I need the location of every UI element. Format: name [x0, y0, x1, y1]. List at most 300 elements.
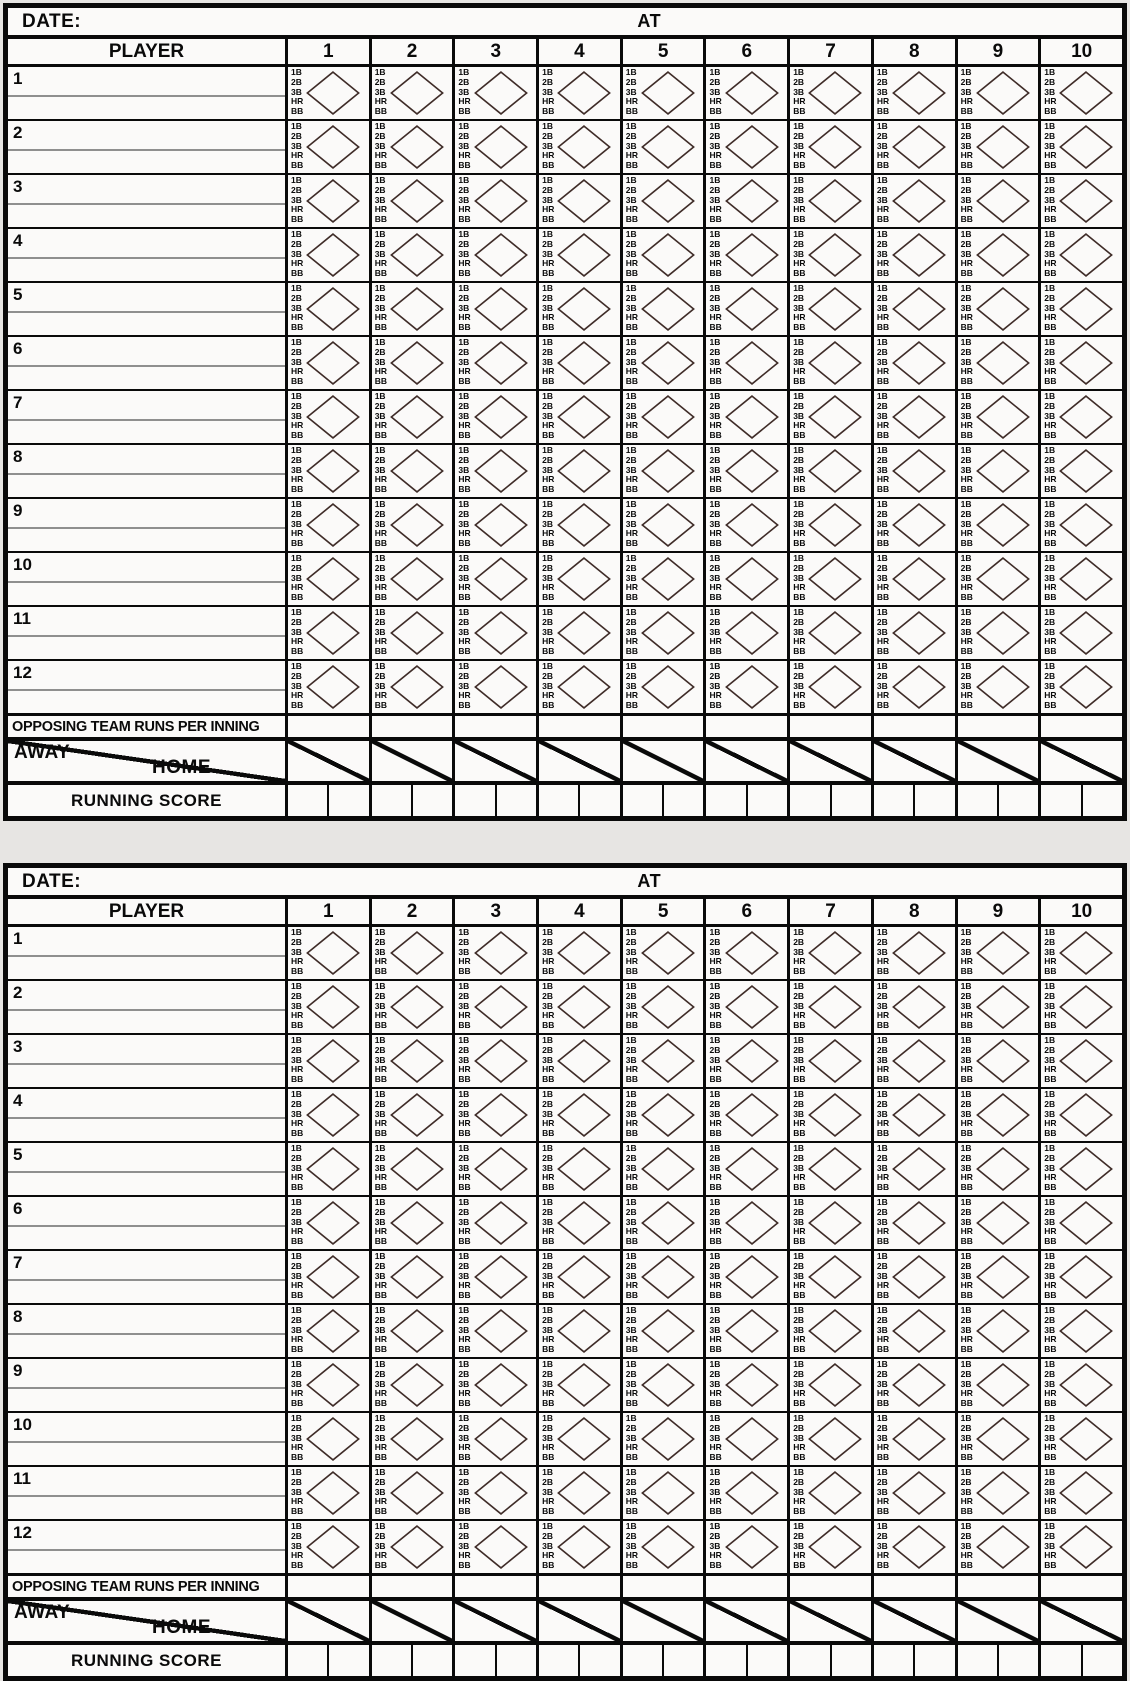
running-score-half[interactable]: [329, 785, 368, 816]
scoring-cell[interactable]: [452, 927, 536, 979]
scoring-cell[interactable]: [369, 391, 453, 443]
player-name-field[interactable]: [8, 1495, 285, 1497]
scoring-cell[interactable]: [369, 337, 453, 389]
running-score-half[interactable]: [623, 1645, 664, 1676]
running-score-half[interactable]: [539, 1645, 580, 1676]
scoring-cell[interactable]: [620, 607, 704, 659]
scoring-cell[interactable]: [452, 1035, 536, 1087]
scoring-cell[interactable]: [536, 1359, 620, 1411]
away-home-score-cell[interactable]: [369, 741, 453, 781]
running-score-half[interactable]: [1083, 785, 1122, 816]
running-score-half[interactable]: [874, 785, 915, 816]
scoring-cell[interactable]: [369, 499, 453, 551]
scoring-cell[interactable]: [620, 1521, 704, 1573]
scoring-cell[interactable]: [1038, 175, 1122, 227]
scoring-cell[interactable]: [787, 337, 871, 389]
running-score-half[interactable]: [664, 785, 703, 816]
scoring-cell[interactable]: [452, 229, 536, 281]
player-name-field[interactable]: [8, 257, 285, 259]
scoring-cell[interactable]: [871, 1089, 955, 1141]
scoring-cell[interactable]: [871, 1413, 955, 1465]
opposing-runs-cell[interactable]: [369, 1576, 453, 1597]
running-score-half[interactable]: [1083, 1645, 1122, 1676]
player-name-field[interactable]: [8, 1171, 285, 1173]
scoring-cell[interactable]: [285, 1359, 369, 1411]
scoring-cell[interactable]: [369, 1251, 453, 1303]
player-name-field[interactable]: [8, 149, 285, 151]
scoring-cell[interactable]: [871, 661, 955, 713]
scoring-cell[interactable]: [452, 337, 536, 389]
scoring-cell[interactable]: [703, 1143, 787, 1195]
opposing-runs-cell[interactable]: [620, 1576, 704, 1597]
player-name-field[interactable]: [8, 1225, 285, 1227]
scoring-cell[interactable]: [703, 1305, 787, 1357]
scoring-cell[interactable]: [285, 981, 369, 1033]
scoring-cell[interactable]: [1038, 1251, 1122, 1303]
scoring-cell[interactable]: [955, 1359, 1039, 1411]
scoring-cell[interactable]: [369, 1413, 453, 1465]
player-name-field[interactable]: [8, 1549, 285, 1551]
away-home-score-cell[interactable]: [787, 741, 871, 781]
player-name-field[interactable]: [8, 1441, 285, 1443]
scoring-cell[interactable]: [703, 1413, 787, 1465]
scoring-cell[interactable]: [369, 1521, 453, 1573]
scoring-cell[interactable]: [787, 1035, 871, 1087]
away-home-score-cell[interactable]: [536, 1601, 620, 1641]
opposing-runs-cell[interactable]: [1038, 1576, 1122, 1597]
scoring-cell[interactable]: [787, 499, 871, 551]
scoring-cell[interactable]: [871, 391, 955, 443]
scoring-cell[interactable]: [787, 1143, 871, 1195]
scoring-cell[interactable]: [369, 1035, 453, 1087]
scoring-cell[interactable]: [955, 283, 1039, 335]
scoring-cell[interactable]: [452, 175, 536, 227]
running-score-half[interactable]: [999, 785, 1038, 816]
scoring-cell[interactable]: [536, 391, 620, 443]
scoring-cell[interactable]: [703, 1089, 787, 1141]
scoring-cell[interactable]: [620, 337, 704, 389]
scoring-cell[interactable]: [620, 229, 704, 281]
scoring-cell[interactable]: [955, 1521, 1039, 1573]
scoring-cell[interactable]: [703, 553, 787, 605]
running-score-half[interactable]: [455, 1645, 496, 1676]
scoring-cell[interactable]: [536, 337, 620, 389]
scoring-cell[interactable]: [285, 67, 369, 119]
scoring-cell[interactable]: [1038, 1143, 1122, 1195]
running-score-half[interactable]: [832, 785, 871, 816]
player-name-field[interactable]: [8, 689, 285, 691]
scoring-cell[interactable]: [452, 1251, 536, 1303]
running-score-half[interactable]: [915, 785, 954, 816]
scoring-cell[interactable]: [452, 391, 536, 443]
scoring-cell[interactable]: [369, 981, 453, 1033]
scoring-cell[interactable]: [452, 1143, 536, 1195]
scoring-cell[interactable]: [620, 981, 704, 1033]
scoring-cell[interactable]: [369, 661, 453, 713]
scoring-cell[interactable]: [1038, 661, 1122, 713]
scoring-cell[interactable]: [871, 445, 955, 497]
scoring-cell[interactable]: [703, 1197, 787, 1249]
scoring-cell[interactable]: [452, 67, 536, 119]
scoring-cell[interactable]: [285, 607, 369, 659]
scoring-cell[interactable]: [955, 1143, 1039, 1195]
scoring-cell[interactable]: [955, 1467, 1039, 1519]
running-score-half[interactable]: [497, 785, 536, 816]
scoring-cell[interactable]: [1038, 1413, 1122, 1465]
scoring-cell[interactable]: [955, 121, 1039, 173]
scoring-cell[interactable]: [703, 67, 787, 119]
scoring-cell[interactable]: [703, 283, 787, 335]
scoring-cell[interactable]: [1038, 391, 1122, 443]
scoring-cell[interactable]: [787, 1251, 871, 1303]
scoring-cell[interactable]: [787, 607, 871, 659]
away-home-score-cell[interactable]: [787, 1601, 871, 1641]
scoring-cell[interactable]: [787, 1089, 871, 1141]
scoring-cell[interactable]: [536, 1521, 620, 1573]
scoring-cell[interactable]: [452, 981, 536, 1033]
scoring-cell[interactable]: [452, 283, 536, 335]
scoring-cell[interactable]: [369, 1467, 453, 1519]
scoring-cell[interactable]: [871, 1035, 955, 1087]
scoring-cell[interactable]: [536, 1413, 620, 1465]
away-home-score-cell[interactable]: [1038, 1601, 1122, 1641]
scoring-cell[interactable]: [787, 229, 871, 281]
away-home-score-cell[interactable]: [871, 741, 955, 781]
scoring-cell[interactable]: [787, 927, 871, 979]
scoring-cell[interactable]: [703, 1467, 787, 1519]
scoring-cell[interactable]: [871, 981, 955, 1033]
scoring-cell[interactable]: [285, 1305, 369, 1357]
scoring-cell[interactable]: [787, 445, 871, 497]
scoring-cell[interactable]: [369, 1305, 453, 1357]
scoring-cell[interactable]: [871, 1305, 955, 1357]
scoring-cell[interactable]: [955, 67, 1039, 119]
scoring-cell[interactable]: [1038, 1467, 1122, 1519]
scoring-cell[interactable]: [787, 1359, 871, 1411]
scoring-cell[interactable]: [787, 661, 871, 713]
scoring-cell[interactable]: [452, 445, 536, 497]
player-name-field[interactable]: [8, 1333, 285, 1335]
scoring-cell[interactable]: [871, 1197, 955, 1249]
opposing-runs-cell[interactable]: [536, 1576, 620, 1597]
scoring-cell[interactable]: [1038, 1035, 1122, 1087]
scoring-cell[interactable]: [536, 283, 620, 335]
scoring-cell[interactable]: [536, 1089, 620, 1141]
running-score-half[interactable]: [790, 1645, 831, 1676]
scoring-cell[interactable]: [369, 1359, 453, 1411]
scoring-cell[interactable]: [871, 1521, 955, 1573]
scoring-cell[interactable]: [536, 499, 620, 551]
scoring-cell[interactable]: [620, 1467, 704, 1519]
scoring-cell[interactable]: [1038, 499, 1122, 551]
scoring-cell[interactable]: [955, 1305, 1039, 1357]
scoring-cell[interactable]: [787, 1197, 871, 1249]
scoring-cell[interactable]: [620, 1359, 704, 1411]
running-score-half[interactable]: [329, 1645, 368, 1676]
opposing-runs-cell[interactable]: [285, 1576, 369, 1597]
player-name-field[interactable]: [8, 95, 285, 97]
away-home-score-cell[interactable]: [452, 741, 536, 781]
running-score-half[interactable]: [623, 785, 664, 816]
running-score-half[interactable]: [958, 1645, 999, 1676]
scoring-cell[interactable]: [787, 283, 871, 335]
scoring-cell[interactable]: [369, 67, 453, 119]
scoring-cell[interactable]: [620, 1413, 704, 1465]
scoring-cell[interactable]: [536, 1197, 620, 1249]
opposing-runs-cell[interactable]: [703, 716, 787, 737]
scoring-cell[interactable]: [620, 1305, 704, 1357]
scoring-cell[interactable]: [871, 1359, 955, 1411]
scoring-cell[interactable]: [955, 927, 1039, 979]
opposing-runs-cell[interactable]: [285, 716, 369, 737]
scoring-cell[interactable]: [955, 445, 1039, 497]
scoring-cell[interactable]: [452, 499, 536, 551]
away-home-score-cell[interactable]: [955, 1601, 1039, 1641]
away-home-score-cell[interactable]: [536, 741, 620, 781]
scoring-cell[interactable]: [369, 607, 453, 659]
scoring-cell[interactable]: [620, 67, 704, 119]
opposing-runs-cell[interactable]: [536, 716, 620, 737]
scoring-cell[interactable]: [452, 607, 536, 659]
scoring-cell[interactable]: [871, 927, 955, 979]
scoring-cell[interactable]: [1038, 337, 1122, 389]
scoring-cell[interactable]: [1038, 229, 1122, 281]
scoring-cell[interactable]: [369, 1197, 453, 1249]
player-name-field[interactable]: [8, 1387, 285, 1389]
scoring-cell[interactable]: [703, 499, 787, 551]
scoring-cell[interactable]: [955, 175, 1039, 227]
scoring-cell[interactable]: [285, 553, 369, 605]
scoring-cell[interactable]: [703, 927, 787, 979]
scoring-cell[interactable]: [369, 175, 453, 227]
scoring-cell[interactable]: [369, 445, 453, 497]
scoring-cell[interactable]: [285, 175, 369, 227]
scoring-cell[interactable]: [871, 607, 955, 659]
scoring-cell[interactable]: [285, 121, 369, 173]
scoring-cell[interactable]: [452, 1521, 536, 1573]
scoring-cell[interactable]: [955, 391, 1039, 443]
scoring-cell[interactable]: [1038, 445, 1122, 497]
scoring-cell[interactable]: [787, 1413, 871, 1465]
away-home-score-cell[interactable]: [452, 1601, 536, 1641]
scoring-cell[interactable]: [536, 981, 620, 1033]
scoring-cell[interactable]: [536, 121, 620, 173]
scoring-cell[interactable]: [369, 283, 453, 335]
scoring-cell[interactable]: [620, 499, 704, 551]
scoring-cell[interactable]: [787, 1521, 871, 1573]
scoring-cell[interactable]: [787, 121, 871, 173]
player-name-field[interactable]: [8, 1279, 285, 1281]
player-name-field[interactable]: [8, 1063, 285, 1065]
scoring-cell[interactable]: [871, 499, 955, 551]
opposing-runs-cell[interactable]: [620, 716, 704, 737]
scoring-cell[interactable]: [955, 607, 1039, 659]
scoring-cell[interactable]: [955, 553, 1039, 605]
scoring-cell[interactable]: [955, 1251, 1039, 1303]
running-score-half[interactable]: [706, 1645, 747, 1676]
away-home-score-cell[interactable]: [703, 1601, 787, 1641]
scoring-cell[interactable]: [452, 1467, 536, 1519]
scoring-cell[interactable]: [536, 607, 620, 659]
scoring-cell[interactable]: [787, 553, 871, 605]
scoring-cell[interactable]: [703, 1035, 787, 1087]
scoring-cell[interactable]: [1038, 927, 1122, 979]
scoring-cell[interactable]: [285, 1089, 369, 1141]
scoring-cell[interactable]: [620, 283, 704, 335]
scoring-cell[interactable]: [1038, 283, 1122, 335]
scoring-cell[interactable]: [536, 229, 620, 281]
scoring-cell[interactable]: [703, 337, 787, 389]
scoring-cell[interactable]: [955, 981, 1039, 1033]
scoring-cell[interactable]: [369, 121, 453, 173]
opposing-runs-cell[interactable]: [955, 1576, 1039, 1597]
scoring-cell[interactable]: [369, 553, 453, 605]
scoring-cell[interactable]: [703, 1359, 787, 1411]
scoring-cell[interactable]: [536, 1143, 620, 1195]
scoring-cell[interactable]: [285, 445, 369, 497]
scoring-cell[interactable]: [955, 1035, 1039, 1087]
scoring-cell[interactable]: [536, 175, 620, 227]
player-name-field[interactable]: [8, 365, 285, 367]
scoring-cell[interactable]: [620, 391, 704, 443]
scoring-cell[interactable]: [536, 553, 620, 605]
running-score-half[interactable]: [790, 785, 831, 816]
scoring-cell[interactable]: [285, 337, 369, 389]
scoring-cell[interactable]: [703, 661, 787, 713]
scoring-cell[interactable]: [452, 661, 536, 713]
player-name-field[interactable]: [8, 635, 285, 637]
scoring-cell[interactable]: [1038, 553, 1122, 605]
running-score-half[interactable]: [1041, 785, 1082, 816]
scoring-cell[interactable]: [369, 229, 453, 281]
running-score-half[interactable]: [372, 1645, 413, 1676]
scoring-cell[interactable]: [871, 67, 955, 119]
scoring-cell[interactable]: [536, 1251, 620, 1303]
running-score-half[interactable]: [580, 1645, 619, 1676]
opposing-runs-cell[interactable]: [787, 716, 871, 737]
player-name-field[interactable]: [8, 473, 285, 475]
scoring-cell[interactable]: [703, 229, 787, 281]
scoring-cell[interactable]: [536, 1035, 620, 1087]
scoring-cell[interactable]: [285, 1251, 369, 1303]
scoring-cell[interactable]: [285, 1035, 369, 1087]
running-score-half[interactable]: [455, 785, 496, 816]
opposing-runs-cell[interactable]: [1038, 716, 1122, 737]
away-home-score-cell[interactable]: [1038, 741, 1122, 781]
scoring-cell[interactable]: [285, 1467, 369, 1519]
scoring-cell[interactable]: [620, 175, 704, 227]
scoring-cell[interactable]: [955, 661, 1039, 713]
scoring-cell[interactable]: [285, 1413, 369, 1465]
scoring-cell[interactable]: [703, 121, 787, 173]
opposing-runs-cell[interactable]: [955, 716, 1039, 737]
scoring-cell[interactable]: [452, 1305, 536, 1357]
scoring-cell[interactable]: [1038, 607, 1122, 659]
scoring-cell[interactable]: [620, 1089, 704, 1141]
date-input-area[interactable]: [98, 8, 565, 35]
scoring-cell[interactable]: [703, 175, 787, 227]
scoring-cell[interactable]: [1038, 1521, 1122, 1573]
away-home-score-cell[interactable]: [285, 741, 369, 781]
scoring-cell[interactable]: [620, 1251, 704, 1303]
player-name-field[interactable]: [8, 1117, 285, 1119]
scoring-cell[interactable]: [787, 391, 871, 443]
running-score-half[interactable]: [413, 1645, 452, 1676]
scoring-cell[interactable]: [452, 1413, 536, 1465]
running-score-half[interactable]: [706, 785, 747, 816]
scoring-cell[interactable]: [620, 1035, 704, 1087]
running-score-half[interactable]: [748, 785, 787, 816]
running-score-half[interactable]: [999, 1645, 1038, 1676]
scoring-cell[interactable]: [1038, 1089, 1122, 1141]
scoring-cell[interactable]: [452, 553, 536, 605]
scoring-cell[interactable]: [787, 1305, 871, 1357]
scoring-cell[interactable]: [452, 1359, 536, 1411]
opposing-runs-cell[interactable]: [369, 716, 453, 737]
scoring-cell[interactable]: [285, 1197, 369, 1249]
running-score-half[interactable]: [372, 785, 413, 816]
opposing-runs-cell[interactable]: [787, 1576, 871, 1597]
scoring-cell[interactable]: [871, 1143, 955, 1195]
scoring-cell[interactable]: [285, 1143, 369, 1195]
date-input-area[interactable]: [98, 868, 565, 895]
scoring-cell[interactable]: [620, 1143, 704, 1195]
scoring-cell[interactable]: [703, 607, 787, 659]
running-score-half[interactable]: [748, 1645, 787, 1676]
player-name-field[interactable]: [8, 311, 285, 313]
running-score-half[interactable]: [664, 1645, 703, 1676]
player-name-field[interactable]: [8, 581, 285, 583]
scoring-cell[interactable]: [452, 1089, 536, 1141]
away-home-score-cell[interactable]: [369, 1601, 453, 1641]
running-score-half[interactable]: [288, 785, 329, 816]
scoring-cell[interactable]: [369, 1089, 453, 1141]
scoring-cell[interactable]: [703, 391, 787, 443]
scoring-cell[interactable]: [620, 661, 704, 713]
scoring-cell[interactable]: [285, 229, 369, 281]
opposing-runs-cell[interactable]: [452, 1576, 536, 1597]
running-score-half[interactable]: [288, 1645, 329, 1676]
scoring-cell[interactable]: [452, 121, 536, 173]
scoring-cell[interactable]: [285, 283, 369, 335]
scoring-cell[interactable]: [871, 1467, 955, 1519]
scoring-cell[interactable]: [787, 981, 871, 1033]
away-home-score-cell[interactable]: [703, 741, 787, 781]
scoring-cell[interactable]: [1038, 67, 1122, 119]
player-name-field[interactable]: [8, 203, 285, 205]
player-name-field[interactable]: [8, 955, 285, 957]
scoring-cell[interactable]: [871, 229, 955, 281]
running-score-half[interactable]: [832, 1645, 871, 1676]
scoring-cell[interactable]: [285, 391, 369, 443]
running-score-half[interactable]: [580, 785, 619, 816]
away-home-score-cell[interactable]: [871, 1601, 955, 1641]
scoring-cell[interactable]: [536, 445, 620, 497]
scoring-cell[interactable]: [369, 1143, 453, 1195]
scoring-cell[interactable]: [955, 1413, 1039, 1465]
running-score-half[interactable]: [915, 1645, 954, 1676]
scoring-cell[interactable]: [536, 661, 620, 713]
scoring-cell[interactable]: [955, 337, 1039, 389]
away-home-score-cell[interactable]: [620, 1601, 704, 1641]
scoring-cell[interactable]: [285, 927, 369, 979]
scoring-cell[interactable]: [620, 927, 704, 979]
player-name-field[interactable]: [8, 527, 285, 529]
scoring-cell[interactable]: [955, 229, 1039, 281]
location-input-area[interactable]: [676, 8, 1122, 35]
running-score-half[interactable]: [497, 1645, 536, 1676]
scoring-cell[interactable]: [536, 927, 620, 979]
